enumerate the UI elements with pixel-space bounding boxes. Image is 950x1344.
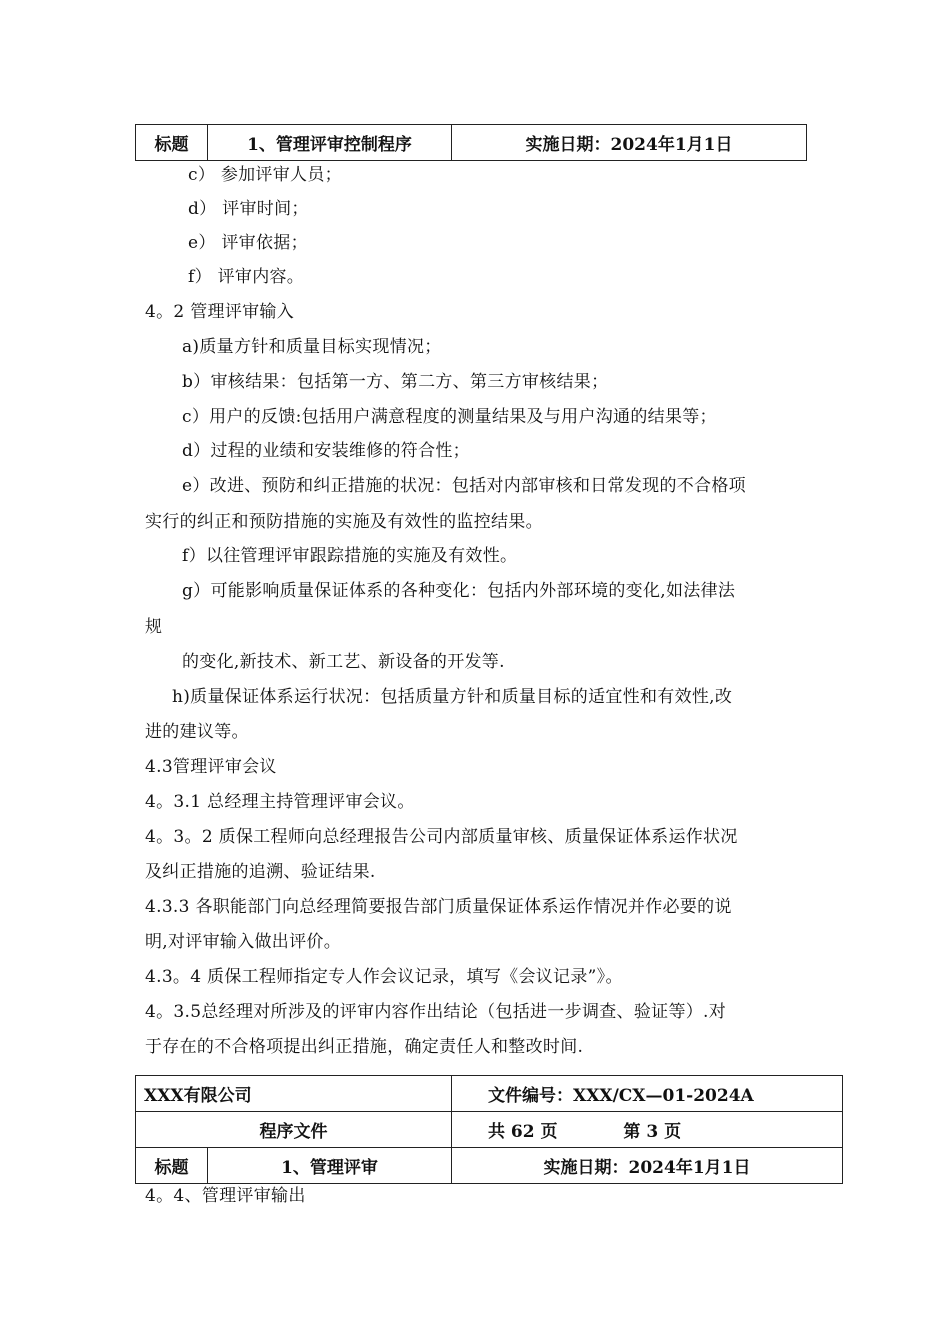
body-line: 进的建议等。 <box>145 722 249 742</box>
header-row <box>136 125 807 161</box>
header-row <box>136 1112 843 1148</box>
header-label: 标题 <box>136 1148 208 1184</box>
body-line: 4.3。4 质保工程师指定专人作会议记录，填写《会议记录”》。 <box>145 967 623 987</box>
header-row <box>136 1148 843 1184</box>
body-line: 4。3。2 质保工程师向总经理报告公司内部质量审核、质量保证体系运作状况 <box>145 827 738 847</box>
body-line: c） 参加评审人员； <box>188 165 342 185</box>
body-line: e） 评审依据； <box>188 233 308 253</box>
body-line: d）过程的业绩和安装维修的符合性； <box>182 441 470 461</box>
body-line: b）审核结果：包括第一方、第二方、第三方审核结果； <box>182 372 609 392</box>
body-line: 4.3.3 各职能部门向总经理简要报告部门质量保证体系运作情况并作必要的说 <box>145 897 732 917</box>
body-line: 的变化,新技术、新工艺、新设备的开发等. <box>182 652 505 672</box>
body-line: h)质量保证体系运行状况：包括质量方针和质量目标的适宜性和有效性,改 <box>172 687 733 707</box>
header-date: 实施日期：2024年1月1日 <box>452 1148 843 1184</box>
body-line: 4。3.1 总经理主持管理评审会议。 <box>145 792 415 812</box>
header-row <box>136 1076 843 1112</box>
body-line: g）可能影响质量保证体系的各种变化：包括内外部环境的变化,如法律法 <box>182 581 736 601</box>
header-table-top <box>135 124 807 161</box>
page-current: 第 3 页 <box>623 1122 682 1142</box>
body-line: d） 评审时间； <box>188 199 309 219</box>
header-date: 实施日期：2024年1月1日 <box>452 125 807 161</box>
body-line: c）用户的反馈:包括用户满意程度的测量结果及与用户沟通的结果等； <box>182 407 717 427</box>
body-line: 及纠正措施的追溯、验证结果. <box>145 862 376 882</box>
body-line: 实行的纠正和预防措施的实施及有效性的监控结果。 <box>145 512 543 532</box>
section-heading: 4。4、管理评审输出 <box>145 1186 306 1206</box>
pages-total: 共 62 页 <box>488 1122 558 1142</box>
header-title: 1、管理评审 <box>208 1148 452 1184</box>
body-line: 于存在的不合格项提出纠正措施，确定责任人和整改时间. <box>145 1037 584 1057</box>
header-label: 标题 <box>136 125 208 161</box>
section-heading: 4.3管理评审会议 <box>145 757 277 777</box>
body-line: 规 <box>145 617 163 637</box>
section-heading: 4。2 管理评审输入 <box>145 302 295 322</box>
document-number: 文件编号：XXX/CX—01-2024A <box>452 1076 843 1112</box>
body-line: f） 评审内容。 <box>188 267 305 287</box>
body-line: 明,对评审输入做出评价。 <box>145 932 342 952</box>
body-line: 4。3.5总经理对所涉及的评审内容作出结论（包括进一步调查、验证等）.对 <box>145 1002 727 1022</box>
header-title: 1、管理评审控制程序 <box>208 125 452 161</box>
document-type: 程序文件 <box>136 1112 452 1148</box>
body-line: f）以往管理评审跟踪措施的实施及有效性。 <box>182 546 518 566</box>
company-name: XXX有限公司 <box>136 1076 452 1112</box>
header-table-bottom <box>135 1075 843 1184</box>
page-count <box>452 1112 843 1148</box>
body-line: e）改进、预防和纠正措施的状况：包括对内部审核和日常发现的不合格项 <box>182 476 746 496</box>
body-line: a)质量方针和质量目标实现情况； <box>182 337 442 357</box>
